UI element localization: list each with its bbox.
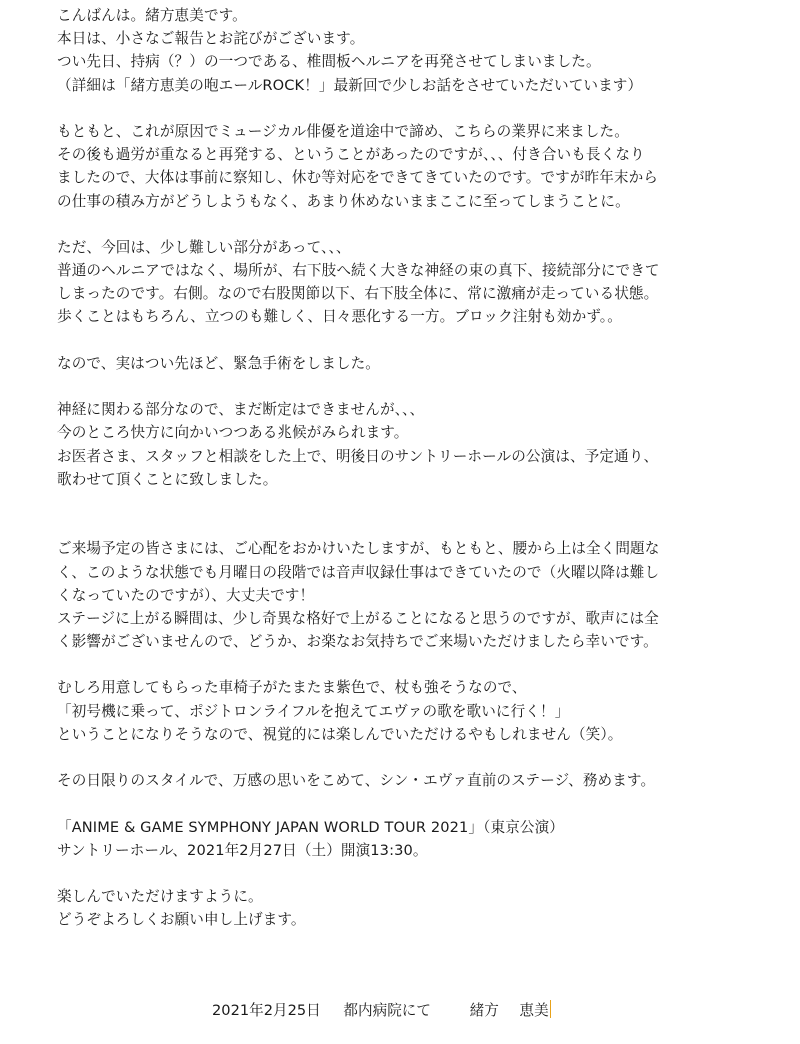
text-line: その後も過労が重なると再発する、ということがあったのですが、、、付き合いも長くなり (57, 146, 645, 164)
signature-place: 都内病院にて (343, 1002, 431, 1019)
paragraph-spacer (57, 97, 792, 120)
text-line: 本日は、小さなご報告とお詫びがございます。 (57, 30, 365, 48)
paragraph (57, 816, 792, 862)
signature-date: 2021年2月25日 (212, 1002, 321, 1019)
paragraph (57, 120, 792, 213)
text-line: 普通のヘルニアではなく、場所が、右下肢へ続く大きな神経の束の真下、接続部分にできて (57, 262, 660, 280)
paragraph (57, 352, 792, 375)
paragraph (57, 769, 792, 792)
letter-body (57, 4, 792, 932)
text-line: 「初号機に乗って、ポジトロンライフルを抱えてエヴァの歌を歌いに行く！」 (57, 702, 570, 720)
paragraph (57, 398, 792, 491)
text-line: くなっていたのですが）、大丈夫です！ (57, 586, 315, 604)
text-line: の仕事の積み方がどうしようもなく、あまり休めないままここに至ってしまうことに。 (57, 192, 630, 210)
event-venue-line: サントリーホール、2021年2月27日（土）開演13:30。 (57, 841, 428, 859)
paragraph-spacer (57, 491, 792, 537)
text-line: ご来場予定の皆さまには、ご心配をおかけいたしますが、もともと、腰から上は全く問題な (57, 540, 660, 558)
text-line: く、このような状態でも月曜日の段階では音声収録仕事はできていたので（火曜以降は難し (57, 563, 660, 581)
paragraph-spacer (57, 746, 792, 769)
text-line: （詳細は「緒方恵美の咆エールROCK！」最新回で少しお話をさせていただいています） (57, 76, 643, 94)
paragraph-spacer (57, 329, 792, 352)
signature-given-name: 恵美 (519, 1002, 549, 1019)
text-line: ということになりそうなので、視覚的には楽しんでいただけるやもしれません（笑）。 (57, 725, 623, 743)
paragraph (57, 4, 792, 97)
paragraph-spacer (57, 653, 792, 676)
paragraph (57, 236, 792, 329)
signature-family-name: 緒方 (469, 1002, 499, 1019)
text-line: ましたので、大体は事前に察知し、休む等対応をできてきていたのです。ですが昨年末から (57, 169, 658, 187)
paragraph-spacer (57, 375, 792, 398)
text-line: 今のところ快方に向かいつつある兆候がみられます。 (57, 424, 409, 442)
signature-line (212, 999, 551, 1022)
text-line: しまったのです。右側。なので右股関節以下、右下肢全体に、常に激痛が走っている状態。 (57, 285, 659, 303)
text-line: 歌わせて頂くことに致しました。 (57, 470, 278, 488)
text-line: その日限りのスタイルで、万感の思いをこめて、シン・エヴァ直前のステージ、務めます。 (57, 772, 656, 790)
paragraph (57, 885, 792, 931)
text-cursor[interactable] (550, 1000, 551, 1018)
text-line: く影響がございませんので、どうか、お楽なお気持ちでご来場いただけましたら幸いです。 (57, 633, 658, 651)
text-line: 神経に関わる部分なので、まだ断定はできませんが、、、 (57, 401, 425, 419)
paragraph (57, 537, 792, 653)
text-line: どうぞよろしくお願い申し上げます。 (57, 911, 306, 929)
paragraph-spacer (57, 213, 792, 236)
text-line: こんばんは。緒方恵美です。 (57, 7, 247, 24)
text-line: ステージに上がる瞬間は、少し奇異な格好で上がることになると思うのですが、歌声には全 (57, 609, 659, 627)
paragraph-spacer (57, 862, 792, 885)
text-line: ただ、今回は、少し難しい部分があって、、、 (57, 238, 351, 256)
text-line: 楽しんでいただけますように。 (57, 888, 263, 906)
text-line: お医者さま、スタッフと相談をした上で、明後日のサントリーホールの公演は、予定通り、 (57, 447, 659, 465)
event-title-line: 「ANIME & GAME SYMPHONY JAPAN WORLD TOUR 2021」（東京公演） (57, 818, 564, 836)
paragraph-spacer (57, 792, 792, 815)
text-line: もともと、これが原因でミュージカル俳優を道途中で諦め、こちらの業界に来ました。 (57, 122, 629, 140)
paragraph (57, 676, 792, 746)
text-line: 歩くことはもちろん、立つのも難しく、日々悪化する一方。ブロック注射も効かず。。 (57, 308, 622, 326)
text-line: なので、実はつい先ほど、緊急手術をしました。 (57, 354, 380, 372)
text-line: むしろ用意してもらった車椅子がたまたま紫色で、杖も強そうなので、 (57, 679, 527, 697)
text-line: つい先日、持病（？）の一つである、椎間板ヘルニアを再発させてしまいました。 (57, 53, 601, 71)
